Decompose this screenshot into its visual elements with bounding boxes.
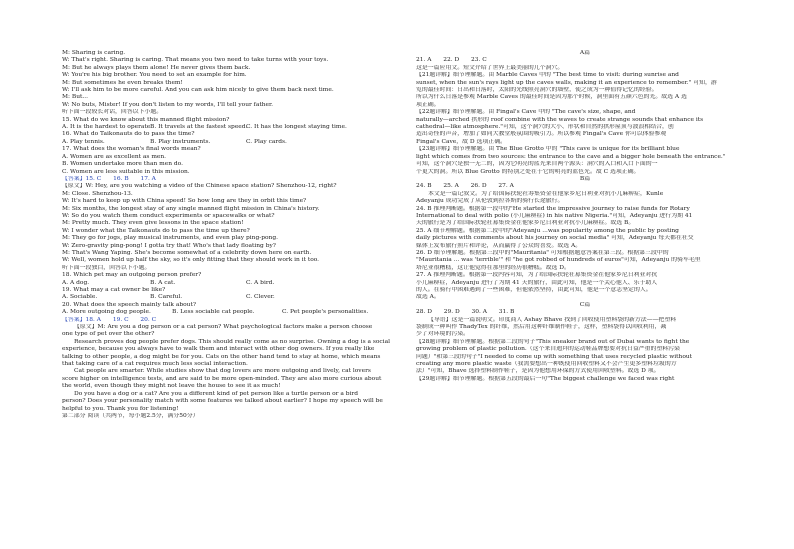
text-line: Adeyanju 成功完成了从伦敦到拉各斯的骑行长途旅行。 <box>416 198 564 205</box>
text-line: 塔尼亚很糟糕，这让他觉得在那里的经历很糟糕。故选 D。 <box>416 264 570 271</box>
text-line: Research proves dog people prefer dogs. This should really come as no surprise. Owning a dog is a social <box>74 338 391 345</box>
option-text: B. A cat. <box>150 279 176 286</box>
text-line: 【原文】W: Hey, are you watching a video of the Chinese space station? Shenzhou-12, right? <box>62 183 337 190</box>
text-line: International to deal with polio (小儿麻痹症) in his native Nigeria."可知，Adeyanju 进行为期 41 <box>416 212 693 219</box>
text-line: 项正确。 <box>416 101 440 108</box>
text-line: W: That's right. Sharing is caring. That means you two need to take turns with your toys. <box>62 57 329 64</box>
option-text: C. Clever. <box>246 294 275 301</box>
option-text: C. It has the longest staying time. <box>246 124 347 131</box>
text-line: W: I wonder what the Taikonauts do to pass the time up there? <box>62 227 250 234</box>
text-line: 的人。在骑行中困难遇到了一些困难，但他依然坚持，由此可知，他是一个意志坚定的人。 <box>416 287 652 293</box>
text-line: W: Zero-gravity ping-pong! I gotta try that! Who's that lady floating by? <box>62 242 276 249</box>
text-line: M: Six months, the longest stay of any single manned flight mission in China's history. <box>62 205 320 212</box>
text-line: 少了对环境的污染。 <box>416 331 470 338</box>
text-line: W: No buts, Mister! If you don't listen to my words, I'll tell your father. <box>62 101 274 108</box>
text-line: one type of pet over the other? <box>62 331 155 338</box>
text-line: 24. B 推理判断题。根据第一段中的"He started the impressive journey to raise funds for Rotary <box>416 205 690 212</box>
option-text: B. It travels at the fastest speed. <box>150 124 248 131</box>
text-line: W: It's hard to keep up with China speed! So how long are they in orbit this time? <box>62 198 307 205</box>
answer-options <box>62 139 400 146</box>
text-line: 【22题详解】细节理解题。由 Fingal's Cave 中的 "The cave's size, shape, and <box>416 109 636 116</box>
text-line: 17. What does the woman's final words mean? <box>62 146 201 153</box>
text-line: 【导语】这是一篇说明文。印度商人 Ashay Bhave 找到了回收使用塑料袋的新方法——把塑料 <box>428 316 677 323</box>
text-line: daily pictures with comments about his journey on social media" 可知，Adeyanju 每天都在社交 <box>416 235 694 242</box>
text-line: M: Sharing is caring. <box>62 50 126 56</box>
text-line: 个更大的洞。所以 Blue Grotto 的特别之处在于它的明亮的蓝色光。故 C 选项正确。 <box>416 168 640 175</box>
text-line: 18. Which pet may an outgoing person prefer? <box>62 272 202 279</box>
text-line: Do you have a dog or a cat? Are you a different kind of pet person like a turtle person or a bird <box>74 390 358 397</box>
text-line: B. Women undertake more than men do. <box>62 161 183 168</box>
text-line: "Mauritania ... was 'terrible'" 和 "he got robbed of hundreds of euros"可知，Adeyanju 的骑车毛里 <box>416 257 701 264</box>
text-line: 【21题详解】细节理解题。由 Marble Caves 中的 "The best time to visit: during sunrise and <box>416 72 679 79</box>
answer-options <box>62 309 400 316</box>
option-text: A. It is the hardest to operate. <box>62 124 153 131</box>
answer-options <box>62 124 400 131</box>
text-line: Fingal's Cave，故 D 选项正确。 <box>416 138 506 145</box>
text-line: 袋制成一种叫作 ThadyTex 的纤维，然后用这种纤维制作鞋子，这样，塑料袋得以回收利用，减 <box>416 324 667 331</box>
text-line: 小儿麻痹症，Adeyanju 进行了为期 41 天的旅行，由此可知，他是一个关心他人、乐于助人 <box>416 279 658 286</box>
text-line: 天的旅行是为了给国际扶轮社募集资金在他家乡尼日利亚对抗小儿麻痹症。故选 B。 <box>416 220 635 227</box>
text-line: M: Pretty much. They even give lessons in the space station! <box>62 220 244 227</box>
text-line: 本文是一篇记叙文。为了给国际扶轮社筹集资金在他家乡尼日利亚对抗小儿麻痹症，Kunle <box>428 190 664 197</box>
option-text: B. Careful. <box>150 294 183 301</box>
option-text: A. Sociable. <box>62 294 98 301</box>
text-line: 19. What may a cat owner be like? <box>62 287 166 293</box>
text-line: M: But he always plays them alone! He never gives them back. <box>62 64 251 71</box>
text-line: 览的最佳时间：日出和日落时，太阳的光线照亮洞穴的墙壁，使之成为一种值得记忆的经验。 <box>416 87 658 94</box>
text-line: 第二部分 阅读（共两节，每小题2.5分，满分50分） <box>62 412 199 419</box>
text-line: 21. A 22. D 23. C <box>416 57 487 64</box>
option-text: B. Play instruments. <box>150 138 211 145</box>
text-line: 所以为什么日落是参观 Marble Caves 的最佳时间是因为那个时候，洞里面有五颜六色的光。故选 A 选 <box>416 94 687 101</box>
text-line: 27. A 推理判断题。根据第一段内容可知，为了给国际扶轮社募集资金在他家乡尼日利亚对抗 <box>416 272 658 279</box>
left-column <box>62 50 400 420</box>
text-line: 20. What does the speech mainly talk about? <box>62 301 197 308</box>
text-line: 造出奇怪的声音，增加了如同大教堂般氛围的吸引力。所以参观 Fingal's Cave 你可以体验参观 <box>416 131 667 138</box>
text-line: 【答案】18. A 19. C 20. C <box>62 316 157 323</box>
text-line: growing problem of plastic pollution.（这个来自迪拜的运动鞋品牌想要对抗日益严重的塑料污染 <box>416 346 680 353</box>
answer-options <box>62 280 400 287</box>
text-line: creating any more plastic waste（我需要想出一种既使用回收塑料又不会产生更多塑料垃圾的方 <box>416 361 677 368</box>
text-line: 【29题详解】细节理解题。根据第五段的最后一句"The biggest challenge we faced was right <box>416 375 675 382</box>
text-line: experience, because you always have to walk them and interact with other dog owners. If you really like <box>62 346 375 353</box>
text-line: A. Women are as excellent as men. <box>62 153 167 160</box>
option-text: C. Pet people's personalities. <box>282 309 369 316</box>
text-line: 28. D 29. D 30. A 31. B <box>416 309 515 316</box>
text-line: M: They go for jogs, play musical instruments, and even play ping-pong. <box>62 235 278 242</box>
option-text: A. Play tennis. <box>62 138 105 145</box>
right-column <box>416 50 754 383</box>
text-line: W: I'll ask him to be more careful. And you can ask him nicely to give them back next time. <box>62 87 334 94</box>
text-line: light which comes from two sources: the entrance to the cave and a bigger hole beneath the entrance." <box>416 153 726 160</box>
text-line: M: That's Wang Yaping. She's become somewhat of a celebrity down here on earth. <box>62 249 312 256</box>
text-line: that taking care of a cat requires much less social interaction. <box>62 361 248 368</box>
text-line: sunset, when the sun's rays light up the caves walls, making it an experience to remember." 可知，游 <box>416 79 717 86</box>
text-line: 法）"可知，Bhave 选择塑料制作鞋子，是因为他想用环保的方式使用回收塑料。故选 D 项。 <box>416 368 660 375</box>
option-text: B. Less sociable cat people. <box>172 309 255 316</box>
option-text: A. A dog. <box>62 279 90 286</box>
text-line: 26. D 细节理解题。根据第三段中的"Mauritania" 可知根据题意答案在第三段。根据第三段中的 <box>416 249 669 256</box>
section-heading: A篇 <box>579 50 591 56</box>
text-line: 听下面一段较长对话，回答以下小题。 <box>62 109 163 116</box>
option-text: A. More outgoing dog people. <box>62 309 151 316</box>
text-line: score higher on intelligence tests, and are said to be more open-minded. They are also more curious about <box>62 375 382 382</box>
option-text: C. Play cards. <box>246 138 287 145</box>
text-line: 问题）"和第三段的句子"I needed to come up with something that uses recycled plastic without <box>416 353 693 360</box>
text-line: 16. What do Taikonauts do to pass the time? <box>62 131 195 138</box>
text-line: C. Women are less suitable in this mission. <box>62 168 190 175</box>
option-text: C. A bird. <box>246 279 275 286</box>
text-line: 25. A 细节理解题。根据第二段中的"Adeyanju ...was popularity among the public by posting <box>416 227 679 234</box>
section-heading: C篇 <box>579 301 591 308</box>
text-line: talking to other people, a dog might be for you. Cats on the other hand tend to stay at home, which means <box>62 353 381 360</box>
text-line: W: You're his big brother. You need to set an example for him. <box>62 72 247 79</box>
text-line: W: So do you watch them conduct experiments or spacewalks or what? <box>62 212 275 219</box>
text-line: naturally—arched 拱形的 roof combine with the waves to create strange sounds that enhance its <box>416 116 704 123</box>
text-line: 【答案】15. C 16. B 17. A <box>62 175 156 182</box>
text-line: helpful to you. Thank you for listening! <box>62 405 179 412</box>
text-line: W: Well, women hold up half the sky, so it's only fitting that they should work in it too. <box>62 257 320 264</box>
text-line: M: Close. Shenzhou-13. <box>62 190 133 197</box>
text-line: Cat people are smarter. While studies show that dog lovers are more outgoing and lively, cat lovers <box>74 368 371 375</box>
text-line: 【23题详解】细节理解题。由 The Blue Grotto 中的 "This cave is unique for its brilliant blue <box>416 146 680 153</box>
text-line: 24. B 25. A 26. D 27. A <box>416 183 514 190</box>
text-line: 【28题详解】细节理解题。根据第二段的句子"This sneaker brand out of Dubai wants to fight the <box>416 338 690 345</box>
text-line: the world, even though they might not leave the house to see it as much! <box>62 383 281 390</box>
text-line: 故选 A。 <box>416 294 440 301</box>
text-line: M: But... <box>62 94 88 101</box>
text-line: cathedral—like atmosphere."可知，这个洞穴的大小、形状和自然的拱形屋顶与波浪相结合，创 <box>416 124 674 131</box>
text-line: 媒体上发布旅行照片和评论，从而赢得了公众的喜爱。故选 A。 <box>416 242 582 249</box>
section-heading: B篇 <box>579 175 591 182</box>
text-line: 听下面一段独白，回答以下小题。 <box>62 264 151 271</box>
text-line: M: But sometimes he even breaks them! <box>62 79 183 86</box>
text-line: 可知，这个洞穴是独一无二的，因为它明亮的蓝光来自两个源头：洞穴的入口和入口下面的一 <box>416 161 658 168</box>
text-line: 这是一篇应用文。短文介绍了世界上最美丽的几个洞穴。 <box>416 64 564 71</box>
text-line: 15. What do we know about this manned flight mission? <box>62 116 230 123</box>
text-line: 【原文】M: Are you a dog person or a cat person? What psychological factors make a person choose <box>74 324 373 331</box>
answer-options <box>62 294 400 301</box>
text-line: person? Does your personality match with some features we talked about earlier? I hope my speech will be <box>62 398 383 405</box>
